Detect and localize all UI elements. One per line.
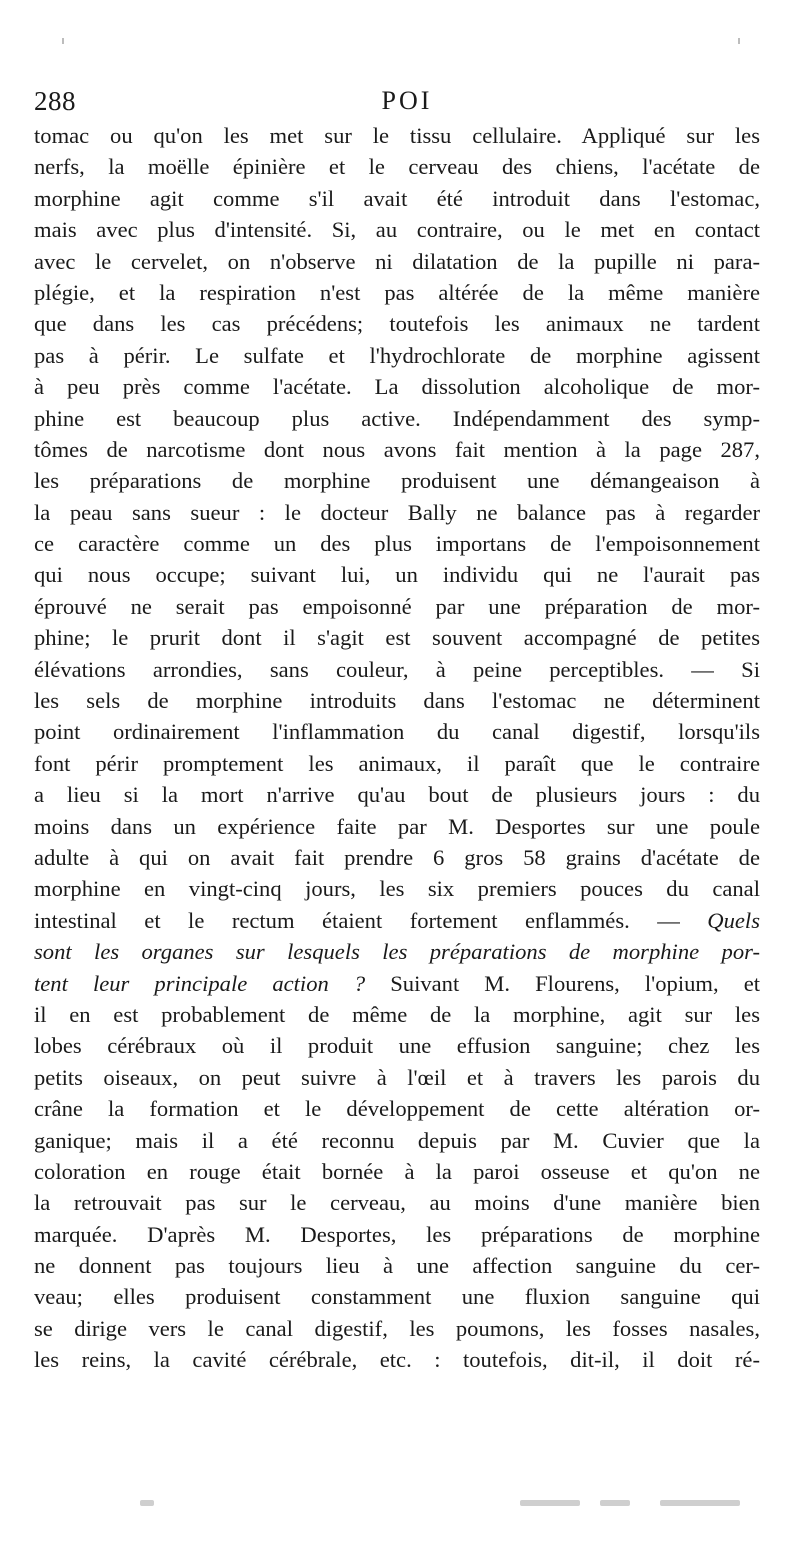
- footer-smudge: [660, 1500, 740, 1506]
- text-line: mais avec plus d'intensité. Si, au contraire, ou le met en contact: [34, 217, 760, 243]
- body-text: [34, 120, 760, 1376]
- text-line: nerfs, la moëlle épinière et le cerveau des chiens, l'acétate de: [34, 154, 760, 180]
- text-line: tômes de narcotisme dont nous avons fait mention à la page 287,: [34, 436, 760, 462]
- text-line: élévations arrondies, sans couleur, à peine perceptibles. — Si: [34, 656, 760, 682]
- margin-mark-top: [62, 38, 64, 44]
- margin-mark-right: [738, 38, 740, 44]
- text-line: lobes cérébraux où il produit une effusion sanguine; chez les: [34, 1033, 760, 1059]
- text-line: se dirige vers le canal digestif, les poumons, les fosses nasales,: [34, 1315, 760, 1341]
- text-line: avec le cervelet, on n'observe ni dilatation de la pupille ni para-: [34, 248, 760, 274]
- text-line: éprouvé ne serait pas empoisonné par une préparation de mor-: [34, 593, 760, 619]
- text-line: ganique; mais il a été reconnu depuis par M. Cuvier que la: [34, 1127, 760, 1153]
- footer-smudge: [520, 1500, 580, 1506]
- text-line: adulte à qui on avait fait prendre 6 gros 58 grains d'acétate de: [34, 844, 760, 870]
- text-line: phine; le prurit dont il s'agit est souvent accompagné de petites: [34, 625, 760, 651]
- text-line: la retrouvait pas sur le cerveau, au moins d'une manière bien: [34, 1190, 760, 1216]
- italic-span: tent leur principale action ?: [34, 970, 366, 996]
- text-line: petits oiseaux, on peut suivre à l'œil et à travers les parois du: [34, 1064, 760, 1090]
- text-line: a lieu si la mort n'arrive qu'au bout de plusieurs jours : du: [34, 782, 760, 808]
- text-line-italic: sont les organes sur lesquels les préparations de morphine por-: [34, 939, 760, 965]
- text-line: moins dans un expérience faite par M. Desportes sur une poule: [34, 813, 760, 839]
- text-line: les sels de morphine introduits dans l'estomac ne déterminent: [34, 688, 760, 714]
- page-header: [34, 86, 756, 122]
- text-line: qui nous occupe; suivant lui, un individu qui ne l'aurait pas: [34, 562, 760, 588]
- text-line: coloration en rouge était bornée à la paroi osseuse et qu'on ne: [34, 1158, 760, 1184]
- text-line: marquée. D'après M. Desportes, les préparations de morphine: [34, 1221, 760, 1247]
- text-line: les préparations de morphine produisent une démangeaison à: [34, 468, 760, 494]
- running-head: POI: [381, 86, 433, 115]
- roman-span: Suivant M. Flourens, l'opium, et: [365, 970, 760, 996]
- text-line: pas à périr. Le sulfate et l'hydrochlorate de morphine agissent: [34, 342, 760, 368]
- text-line: point ordinairement l'inflammation du canal digestif, lorsqu'ils: [34, 719, 760, 745]
- text-line: font périr promptement les animaux, il paraît que le contraire: [34, 750, 760, 776]
- text-line: veau; elles produisent constamment une fluxion sanguine qui: [34, 1284, 760, 1310]
- text-line: à peu près comme l'acétate. La dissolution alcoholique de mor-: [34, 374, 760, 400]
- text-line: phine est beaucoup plus active. Indépendamment des symp-: [34, 405, 760, 431]
- text-line: crâne la formation et le développement de cette altération or-: [34, 1096, 760, 1122]
- roman-span: intestinal et le rectum étaient fortement enflammés. —: [34, 907, 708, 933]
- text-line: que dans les cas précédens; toutefois les animaux ne tardent: [34, 311, 760, 337]
- text-line: ce caractère comme un des plus importans de l'empoisonnement: [34, 531, 760, 557]
- page-number: 288: [34, 86, 76, 116]
- text-line: les reins, la cavité cérébrale, etc. : toutefois, dit-il, il doit ré-: [34, 1347, 760, 1373]
- text-line: il en est probablement de même de la morphine, agit sur les: [34, 1001, 760, 1027]
- text-line: morphine agit comme s'il avait été introduit dans l'estomac,: [34, 185, 760, 211]
- text-line: ne donnent pas toujours lieu à une affection sanguine du cer-: [34, 1253, 760, 1279]
- footer-smudge: [600, 1500, 630, 1506]
- footer-smudge: [140, 1500, 154, 1506]
- text-line: tomac ou qu'on les met sur le tissu cellulaire. Appliqué sur les: [34, 123, 760, 148]
- text-line: plégie, et la respiration n'est pas altérée de la même manière: [34, 279, 760, 305]
- text-line: morphine en vingt-cinq jours, les six premiers pouces du canal: [34, 876, 760, 902]
- text-line-mixed: [34, 905, 760, 936]
- text-line: la peau sans sueur : le docteur Bally ne balance pas à regarder: [34, 499, 760, 525]
- italic-span: Quels: [707, 907, 760, 933]
- text-line-mixed: [34, 968, 760, 999]
